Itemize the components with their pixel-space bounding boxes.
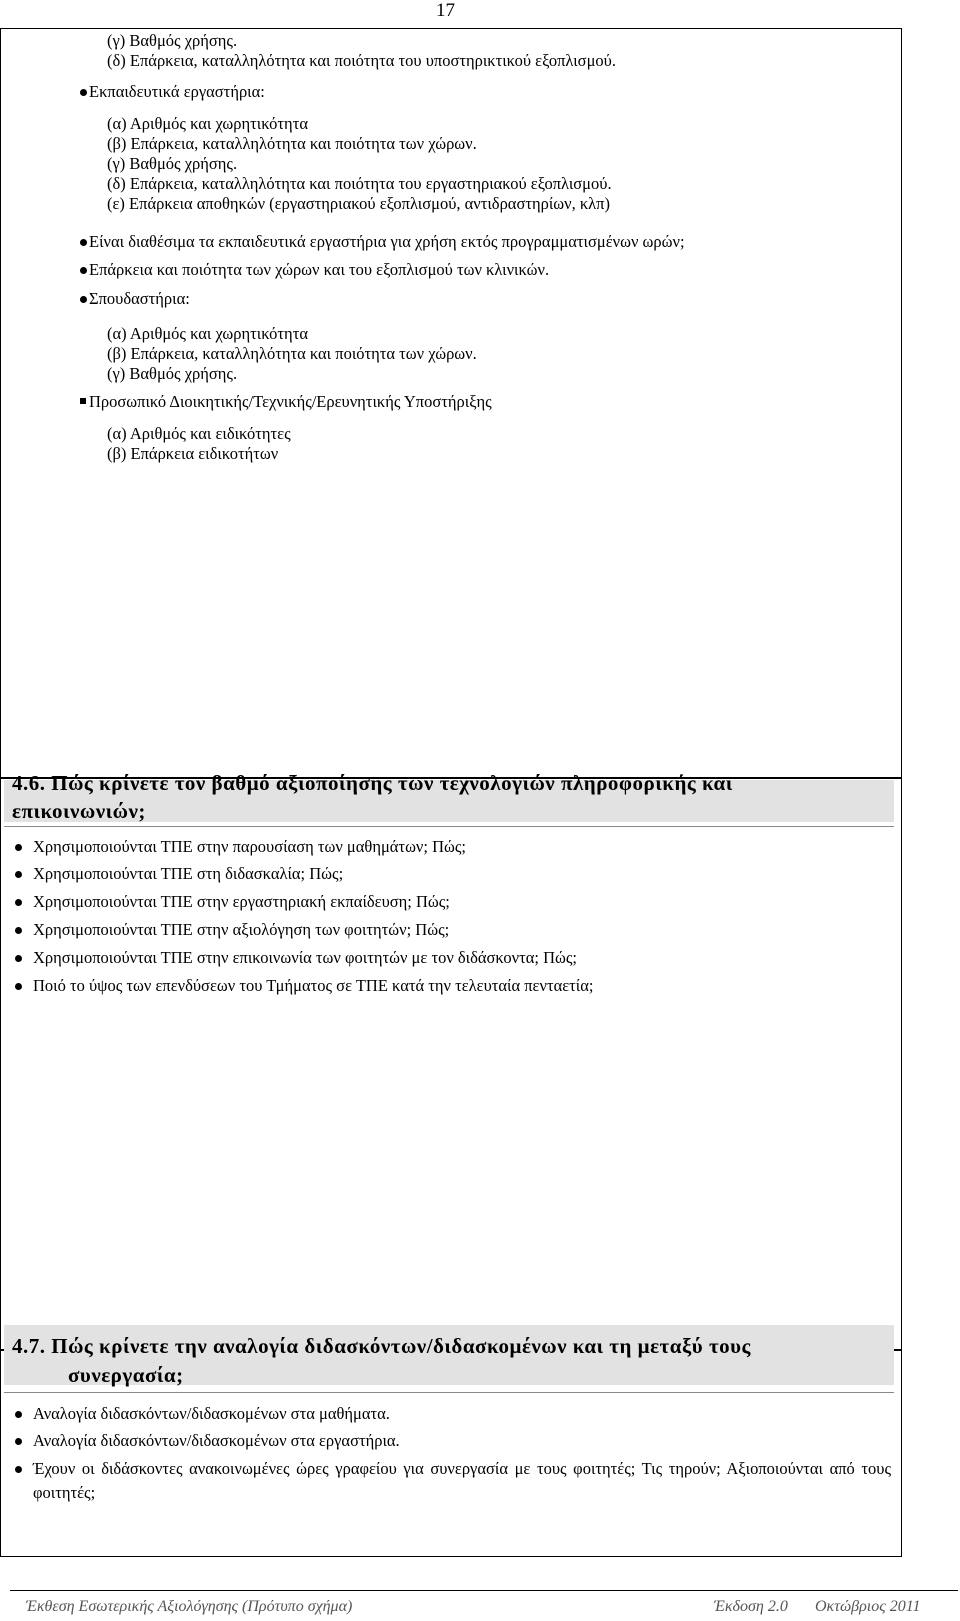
ict-item: Χρησιμοποιούνται ΤΠΕ στην αξιολόγηση των φοιτητών; Πώς; <box>33 920 450 939</box>
section-heading-4-7: 4.7. Πώς κρίνετε την αναλογία διδασκόντων/διδασκομένων και τη μεταξύ τους <box>12 1334 751 1358</box>
bullet-icon <box>80 239 87 246</box>
support-equipment-line: (δ) Επάρκεια, καταλληλότητα και ποιότητα του υποστηρικτικού εξοπλισμού. <box>107 51 616 70</box>
bullet-icon <box>15 1438 22 1445</box>
square-bullet-icon <box>80 398 86 404</box>
bullet-icon <box>80 296 87 303</box>
support-staff-title: Προσωπικό Διοικητικής/Τεχνικής/Ερευνητικής Υποστήριξης <box>89 392 492 411</box>
ratio-item: Αναλογία διδασκόντων/διδασκομένων στα εργαστήρια. <box>33 1431 400 1450</box>
bullet-icon <box>15 899 22 906</box>
footer-title: Έκθεση Εσωτερικής Αξιολόγησης (Πρότυπο σχήμα) <box>26 1598 353 1615</box>
ict-item: Χρησιμοποιούνται ΤΠΕ στην παρουσίαση των μαθημάτων; Πώς; <box>33 837 466 856</box>
bullet-icon <box>15 1466 22 1473</box>
ict-item: Χρησιμοποιούνται ΤΠΕ στη διδασκαλία; Πώς; <box>33 864 344 883</box>
labs-item: (ε) Επάρκεια αποθηκών (εργαστηριακού εξοπλισμού, αντιδραστηρίων, κλπ) <box>107 194 610 213</box>
study-item: (β) Επάρκεια, καταλληλότητα και ποιότητα των χώρων. <box>107 344 477 363</box>
bullet-icon <box>15 871 22 878</box>
ict-item: Ποιό το ύψος των επενδύσεων του Τμήματος σε ΤΠΕ κατά την τελευταία πενταετία; <box>33 976 594 995</box>
section-heading-4-6: 4.6. Πώς κρίνετε τον βαθμό αξιοποίησης των τεχνολογιών πληροφορικής και <box>12 771 733 795</box>
use-degree-line: (γ) Βαθμός χρήσης. <box>107 31 238 50</box>
ict-item: Χρησιμοποιούνται ΤΠΕ στην επικοινωνία των φοιτητών με τον διδάσκοντα; Πώς; <box>33 948 577 967</box>
office-hours-item: Έχουν οι διδάσκοντες ανακοινωμένες ώρες γραφείου για συνεργασία με τους φοιτητές; Τις τηρούν; Αξιοποιούνται από τους φοιτητές; <box>33 1459 891 1502</box>
labs-item: (γ) Βαθμός χρήσης. <box>107 154 238 173</box>
bullet-icon <box>15 844 22 851</box>
section-heading-4-7-cont: συνεργασία; <box>68 1363 184 1387</box>
staff-item: (α) Αριθμός και ειδικότητες <box>107 424 291 443</box>
study-item: (α) Αριθμός και χωρητικότητα <box>107 324 308 343</box>
staff-item: (β) Επάρκεια ειδικοτήτων <box>107 444 279 463</box>
ratio-item: Αναλογία διδασκόντων/διδασκομένων στα μαθήματα. <box>33 1404 390 1423</box>
bullet-icon <box>80 89 87 96</box>
clinics-item: Επάρκεια και ποιότητα των χώρων και του εξοπλισμού των κλινικών. <box>89 260 550 279</box>
bullet-icon <box>15 927 22 934</box>
study-item: (γ) Βαθμός χρήσης. <box>107 364 238 383</box>
ict-item: Χρησιμοποιούνται ΤΠΕ στην εργαστηριακή εκπαίδευση; Πώς; <box>33 892 450 911</box>
labs-availability-item: Είναι διαθέσιμα τα εκπαιδευτικά εργαστήρια για χρήση εκτός προγραμματισμένων ωρών; <box>89 232 685 251</box>
bullet-icon <box>15 1411 22 1418</box>
labs-item: (α) Αριθμός και χωρητικότητα <box>107 114 308 133</box>
labs-item: (δ) Επάρκεια, καταλληλότητα και ποιότητα του εργαστηριακού εξοπλισμού. <box>107 174 612 193</box>
page-number: 17 <box>436 0 455 21</box>
heading-divider <box>4 1392 894 1393</box>
bullet-icon <box>15 983 22 990</box>
footer-version: Έκδοση 2.0 <box>714 1598 788 1615</box>
footer-date: Οκτώβριος 2011 <box>815 1598 921 1615</box>
study-rooms-title: Σπουδαστήρια: <box>89 289 190 308</box>
labs-title: Εκπαιδευτικά εργαστήρια: <box>89 82 265 101</box>
bullet-icon <box>80 267 87 274</box>
bullet-icon <box>15 955 22 962</box>
section-heading-4-6-cont: επικοινωνιών; <box>12 799 146 823</box>
heading-divider <box>4 826 894 827</box>
footer-rule <box>10 1590 958 1591</box>
labs-item: (β) Επάρκεια, καταλληλότητα και ποιότητα των χώρων. <box>107 134 477 153</box>
